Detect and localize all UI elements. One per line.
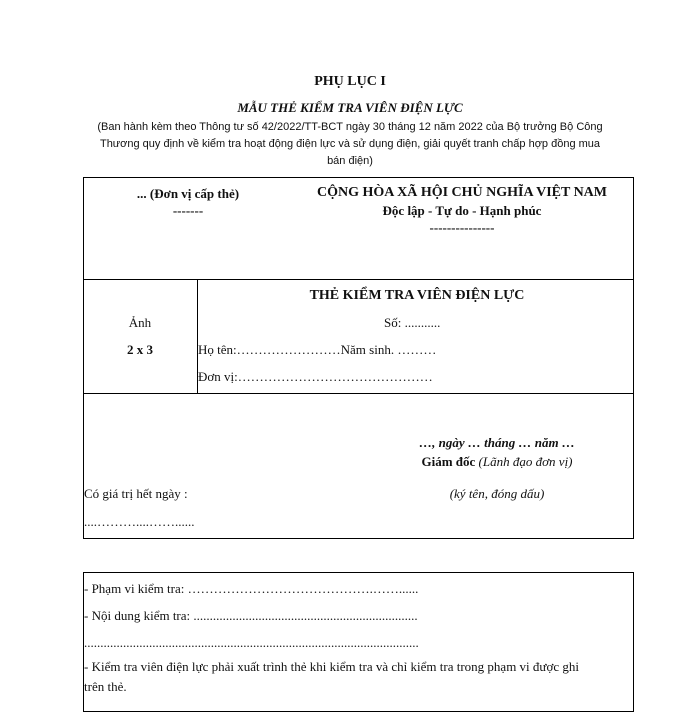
- validity-date-blank: ....………....……......: [84, 514, 195, 529]
- photo-size: 2 x 3: [127, 342, 153, 357]
- republic-title: CỘNG HÒA XÃ HỘI CHỦ NGHĨA VIỆT NAM: [316, 185, 607, 200]
- issuance-note-line-2: Thương quy định về kiểm tra hoạt động điện lực và sử dụng điện, giải quyết tranh chấp hợp đồng mua: [99, 138, 601, 150]
- issue-date-line: …, ngày … tháng … năm …: [419, 435, 575, 450]
- card-title: THẺ KIỂM TRA VIÊN ĐIỆN LỰC: [309, 288, 525, 303]
- inspection-scope-line: - Phạm vi kiểm tra: …………………………………….……......: [84, 581, 419, 596]
- blank-dotted-line: .......................................................................................................: [84, 635, 419, 650]
- holder-unit-line: Đơn vị:………………………………………: [198, 369, 433, 384]
- card-front-divider-bottom: [83, 393, 634, 394]
- signature-note: (ký tên, đóng dấu): [449, 486, 545, 501]
- issuing-unit: ... (Đơn vị cấp thẻ): [136, 186, 240, 201]
- photo-label: Ảnh: [128, 315, 152, 330]
- national-motto: Độc lập - Tự do - Hạnh phúc: [382, 203, 542, 218]
- national-motto-rule: ---------------: [429, 220, 495, 235]
- issuing-unit-rule: -------: [172, 203, 204, 218]
- director-title: [372, 454, 622, 470]
- issuance-note-line-3: bán điện): [327, 155, 373, 167]
- usage-note-line-1: - Kiểm tra viên điện lực phải xuất trình thẻ khi kiểm tra và chỉ kiểm tra trong phạm vi được ghi: [84, 659, 579, 674]
- form-title: MẪU THẺ KIỂM TRA VIÊN ĐIỆN LỰC: [237, 100, 463, 115]
- issuance-note-line-1: (Ban hành kèm theo Thông tư số 42/2022/TT-BCT ngày 30 tháng 12 năm 2022 của Bộ trưởng Bộ Công: [97, 121, 603, 133]
- appendix-heading: PHỤ LỤC I: [314, 74, 386, 89]
- card-front-divider-top: [83, 279, 634, 280]
- card-number: Số: ...........: [384, 315, 441, 330]
- inspection-content-line: - Nội dung kiểm tra: .....................................................................: [84, 608, 418, 623]
- director-role: (Lãnh đạo đơn vị): [478, 454, 573, 469]
- holder-name-line: Họ tên:……………………Năm sinh. ………: [198, 342, 437, 357]
- validity-label: Có giá trị hết ngày :: [84, 486, 188, 501]
- director-label: Giám đốc: [421, 454, 476, 469]
- usage-note-line-2: trên thẻ.: [84, 679, 127, 694]
